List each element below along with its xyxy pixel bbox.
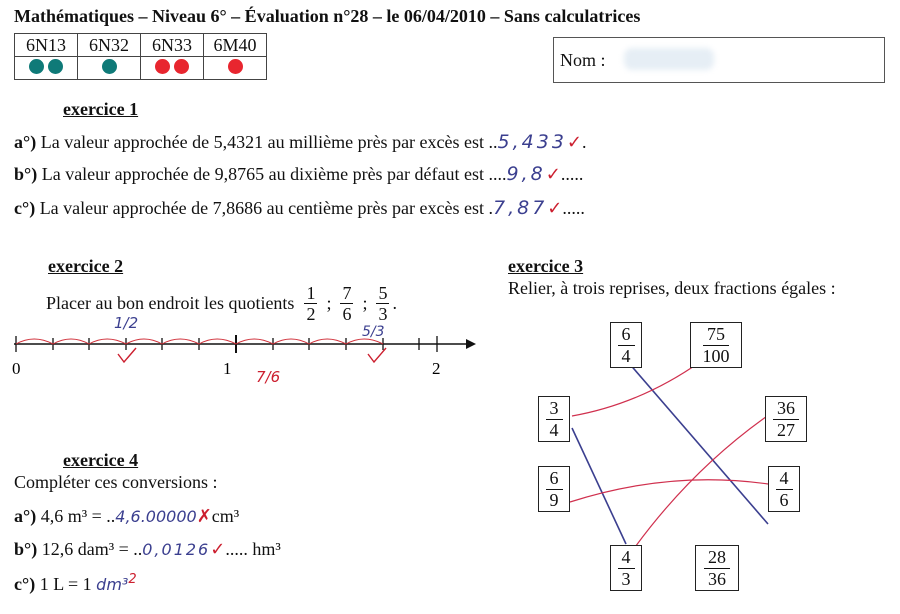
skill-marks — [15, 57, 78, 80]
ex4-line-a: a°) 4,6 m³ = ..4,6.00000✗cm³ — [14, 506, 240, 527]
ex1-b-answer: 9,8 — [506, 163, 546, 185]
mark-dot — [102, 59, 117, 74]
check-icon: ✓ — [210, 539, 226, 560]
ex2-title: exercice 2 — [48, 256, 124, 276]
skills-table — [14, 33, 267, 80]
fraction-box[interactable]: 6 4 — [610, 322, 642, 368]
mark-dot — [228, 59, 243, 74]
name-label: Nom : — [560, 50, 606, 70]
mark-dot — [174, 59, 189, 74]
line-6-4-to-4-6 — [628, 362, 768, 524]
tick-label-2: 2 — [432, 359, 441, 378]
number-line — [0, 310, 490, 435]
ex1-b-prefix: b°) — [14, 164, 38, 184]
skill-marks — [141, 57, 204, 80]
fraction-box[interactable]: 3 4 — [538, 396, 570, 442]
fraction: $\frac{7}{6}$ — [342, 283, 352, 324]
ex4-c-prefix: c°) — [14, 574, 36, 594]
check-icon: ✓ — [545, 164, 561, 185]
skill-code: 6N13 — [15, 34, 78, 57]
check-icon: ✓ — [547, 198, 563, 219]
skill-marks — [204, 57, 267, 80]
check-icon — [118, 348, 136, 362]
ex4-c-answer: dm³ — [96, 575, 129, 594]
ex2-instruction: Placer au bon endroit les quotients — [46, 293, 295, 313]
ex4-c-text: 1 L = 1 — [35, 574, 97, 594]
line-6-9-to-4-6 — [570, 480, 768, 502]
period: . — [392, 293, 397, 313]
mark-note: 2 — [128, 572, 137, 587]
ex1-a-answer: 5,433 — [497, 131, 567, 153]
skill-code: 6M40 — [204, 34, 267, 57]
ex3-title: exercice 3 — [508, 256, 584, 276]
ex1-line-a: a°) La valeur approchée de 5,4321 au millième près par excès est ..5,433✓. — [14, 131, 587, 153]
ex3-instruction: Relier, à trois reprises, deux fractions égales : — [508, 278, 836, 298]
match-lines — [520, 310, 810, 600]
ex4-b-prefix: b°) — [14, 539, 38, 559]
ex4-b-answer: 0,0126 — [142, 540, 211, 559]
ex4-line-c — [14, 572, 137, 595]
tick-label-0: 0 — [12, 359, 21, 378]
ex1-c-prefix: c°) — [14, 198, 36, 218]
ex4-a-answer: 4,6.00000 — [115, 507, 197, 526]
fraction: $\frac{1}{2}$ — [306, 283, 316, 324]
check-icon — [368, 348, 386, 362]
mark-dot — [155, 59, 170, 74]
line-3-4-to-4-3 — [572, 428, 626, 544]
skill-marks — [78, 57, 141, 80]
ex4-title: exercice 4 — [63, 450, 139, 470]
skill-code: 6N33 — [141, 34, 204, 57]
ex1-line-b: b°) La valeur approchée de 9,8765 au dixième près par défaut est ....9,8✓..... — [14, 163, 584, 185]
arrow-head — [466, 339, 476, 349]
ex1-title: exercice 1 — [63, 99, 139, 119]
ex1-b-text: La valeur approchée de 9,8765 au dixième près par défaut est — [37, 164, 489, 184]
ex4-instruction: Compléter ces conversions : — [14, 472, 218, 492]
fraction-box[interactable]: 6 9 — [538, 466, 570, 512]
ex4-a-prefix: a°) — [14, 506, 37, 526]
redacted-name — [624, 48, 714, 70]
separator: ; — [362, 293, 368, 313]
ex1-a-prefix: a°) — [14, 132, 37, 152]
mark-dot — [48, 59, 63, 74]
fraction-box[interactable]: 4 6 — [768, 466, 800, 512]
cross-icon: ✗ — [196, 506, 212, 527]
ex4-a-text: 4,6 m³ = — [36, 506, 107, 526]
skill-code: 6N32 — [78, 34, 141, 57]
ex1-c-answer: 7,87 — [492, 197, 548, 219]
check-icon: ✓ — [566, 132, 583, 153]
ex1-line-c: c°) La valeur approchée de 7,8686 au centième près par excès est .7,87✓..... — [14, 197, 585, 219]
fraction-box[interactable]: 36 27 — [765, 396, 807, 442]
hw-five-thirds: 5/3 — [362, 324, 385, 340]
ex1-c-text: La valeur approchée de 7,8686 au centième près par excès est — [35, 198, 489, 218]
ex1-a-text: La valeur approchée de 5,4321 au millième près par excès est — [36, 132, 489, 152]
fraction-box[interactable]: 4 3 — [610, 545, 642, 591]
tick-label-1: 1 — [223, 359, 232, 378]
separator: ; — [326, 293, 332, 313]
ex4-line-b: b°) 12,6 dam³ = ..0,0126✓..... hm³ — [14, 539, 281, 560]
hw-half: 1/2 — [114, 314, 139, 332]
ex4-b-text: 12,6 dam³ = — [37, 539, 134, 559]
fraction: $\frac{5}{3}$ — [378, 283, 388, 324]
ex4-a-unit: cm³ — [211, 506, 240, 526]
name-box — [553, 37, 885, 83]
hw-correction: 7/6 — [256, 368, 281, 386]
mark-dot — [29, 59, 44, 74]
fraction-box[interactable]: 75 100 — [690, 322, 742, 368]
fraction-box[interactable]: 28 36 — [695, 545, 739, 591]
page-title: Mathématiques – Niveau 6° – Évaluation n°28 – le 06/04/2010 – Sans calculatrices — [14, 6, 641, 26]
ex4-b-unit: ..... hm³ — [225, 539, 281, 559]
